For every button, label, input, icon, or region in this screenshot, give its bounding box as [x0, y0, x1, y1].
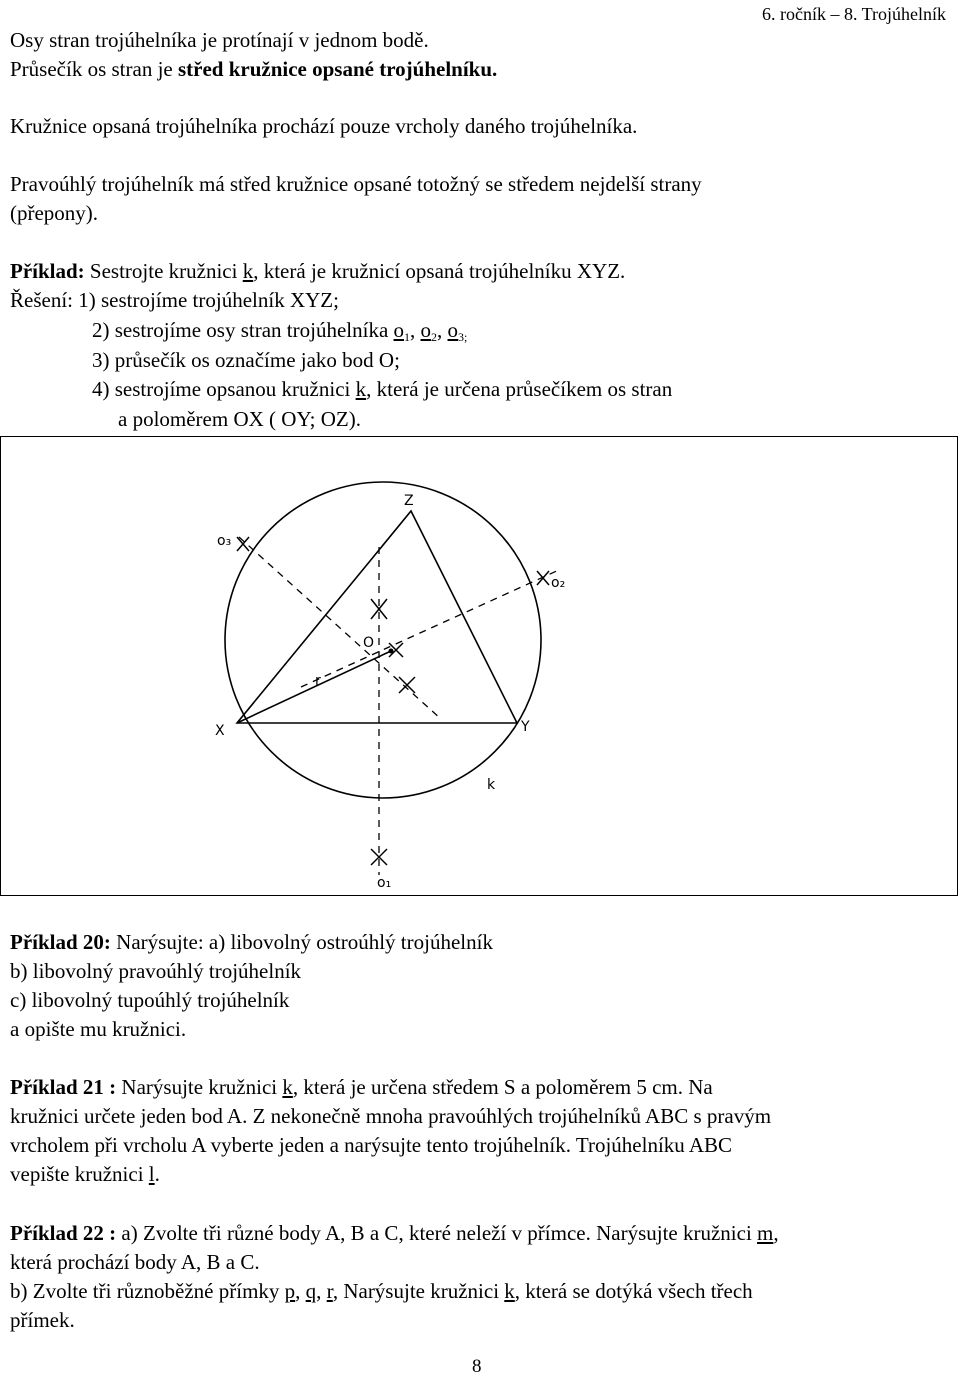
- ex21-text-4b: .: [154, 1162, 160, 1186]
- example-step4: [92, 379, 672, 400]
- ex22-m: m: [757, 1221, 774, 1245]
- intro-line3: Kružnice opsaná trojúhelníka prochází pouze vrcholy daného trojúhelníka.: [10, 114, 638, 138]
- label-o2: o₂: [551, 575, 566, 591]
- ex20-label: Příklad 20:: [10, 930, 111, 954]
- ex22-text-1a: a) Zvolte tři různé body A, B a C, které neleží v přímce. Narýsujte kružnici: [116, 1221, 758, 1245]
- example-step4-cont: a poloměrem OX ( OY; OZ).: [118, 407, 362, 431]
- ex21-line3: vrcholem při vrcholu A vyberte jeden a narýsujte tento trojúhelník. Trojúhelníku ABC: [10, 1133, 733, 1157]
- intro-line2-text: Průsečík os stran je: [10, 57, 178, 81]
- ex21-k: k: [282, 1075, 293, 1099]
- ex22-q: q: [305, 1279, 317, 1303]
- intro-line1: Osy stran trojúhelníka je protínají v jednom bodě.: [10, 28, 429, 52]
- ex21-text-1b: , která je určena středem S a poloměrem 5 cm. Na: [292, 1075, 713, 1099]
- label-r: r: [315, 673, 321, 689]
- example-step3: 3) průsečík os označíme jako bod O;: [92, 348, 400, 372]
- ex22-r: r: [326, 1279, 333, 1303]
- ex22-text-3c: , která se dotýká všech třech: [514, 1279, 753, 1303]
- axis-o3-line: [239, 537, 441, 719]
- ex22-text-3a: b) Zvolte tři různoběžné přímky: [10, 1279, 285, 1303]
- ex21-l: l: [148, 1162, 155, 1186]
- label-x: X: [215, 723, 225, 739]
- ex20-line-a: [10, 932, 493, 953]
- label-k: k: [487, 777, 496, 793]
- intro-line5: (přepony).: [10, 201, 99, 225]
- ex22-line2: která prochází body A, B a C.: [10, 1250, 260, 1274]
- construction-figure: [0, 436, 958, 896]
- construction-drawing: [1, 437, 959, 897]
- header-subtitle: 6. ročník – 8. Trojúhelník: [761, 4, 946, 24]
- example-heading: [10, 261, 625, 282]
- ex22-p: p: [284, 1279, 296, 1303]
- example-text-b: , která je kružnicí opsaná trojúhelníku XYZ.: [253, 259, 626, 283]
- example-text-a: Sestrojte kružnici: [84, 259, 243, 283]
- ex22-line4: přímek.: [10, 1308, 75, 1332]
- example-step2-text: 2) sestrojíme osy stran trojúhelníka: [92, 318, 394, 342]
- label-o: O: [363, 635, 375, 651]
- axis-o2: $o_2$: [420, 318, 438, 344]
- example-step4-k: k: [355, 377, 367, 401]
- label-y: Y: [521, 719, 530, 735]
- label-z: Z: [404, 493, 414, 509]
- ex21-line4: [10, 1164, 160, 1185]
- ex21-text-4a: vepište kružnici: [10, 1162, 149, 1186]
- intro-line2-bold: střed kružnice opsané trojúhelníku.: [177, 57, 498, 81]
- ex21-text-1a: Narýsujte kružnici: [116, 1075, 283, 1099]
- axis-o1: $o_1$: [393, 318, 411, 344]
- ex21-line2: kružnici určete jeden bod A. Z nekonečně mnoha pravoúhlých trojúhelníků ABC s pravým: [10, 1104, 772, 1128]
- label-o3: o₃: [217, 533, 232, 549]
- example-step4-text-a: 4) sestrojíme opsanou kružnici: [92, 377, 356, 401]
- axis-o3: $o_{3;}$: [447, 318, 468, 344]
- example-step1: Řešení: 1) sestrojíme trojúhelník XYZ;: [10, 288, 339, 312]
- radius-r: [237, 651, 391, 723]
- label-o1: o₁: [377, 875, 392, 891]
- ex22-text-1b: ,: [773, 1221, 779, 1245]
- ex22-label: Příklad 22 :: [10, 1221, 117, 1245]
- ex21-line1: [10, 1077, 713, 1098]
- ex20-line-d: a opište mu kružnici.: [10, 1017, 187, 1041]
- triangle-xyz: [237, 511, 517, 723]
- example-step2: 2) sestrojíme osy stran trojúhelníka $o_1$, $o_2$, $o_{3;}$: [92, 318, 468, 344]
- ex20-line-c: c) libovolný tupoúhlý trojúhelník: [10, 988, 290, 1012]
- example-step4-text-b: , která je určena průsečíkem os stran: [366, 377, 673, 401]
- ex22-text-3b: , Narýsujte kružnici: [332, 1279, 505, 1303]
- intro-line2: [10, 59, 497, 80]
- ex22-line3: b) Zvolte tři různoběžné přímky p, q, r, Narýsujte kružnici k, která se dotýká všech třech: [10, 1279, 753, 1303]
- example-label: Příklad:: [10, 259, 85, 283]
- ex21-label: Příklad 21 :: [10, 1075, 117, 1099]
- ex20-line-b: b) libovolný pravoúhlý trojúhelník: [10, 959, 302, 983]
- page-number: 8: [472, 1356, 482, 1377]
- intro-line4: Pravoúhlý trojúhelník má střed kružnice opsané totožný se středem nejdelší strany: [10, 172, 702, 196]
- example-k: k: [242, 259, 254, 283]
- ex22-line1: [10, 1223, 779, 1244]
- ex22-k: k: [504, 1279, 515, 1303]
- ex20-text-a: Narýsujte: a) libovolný ostroúhlý trojúhelník: [110, 930, 493, 954]
- circle-k: [225, 482, 541, 798]
